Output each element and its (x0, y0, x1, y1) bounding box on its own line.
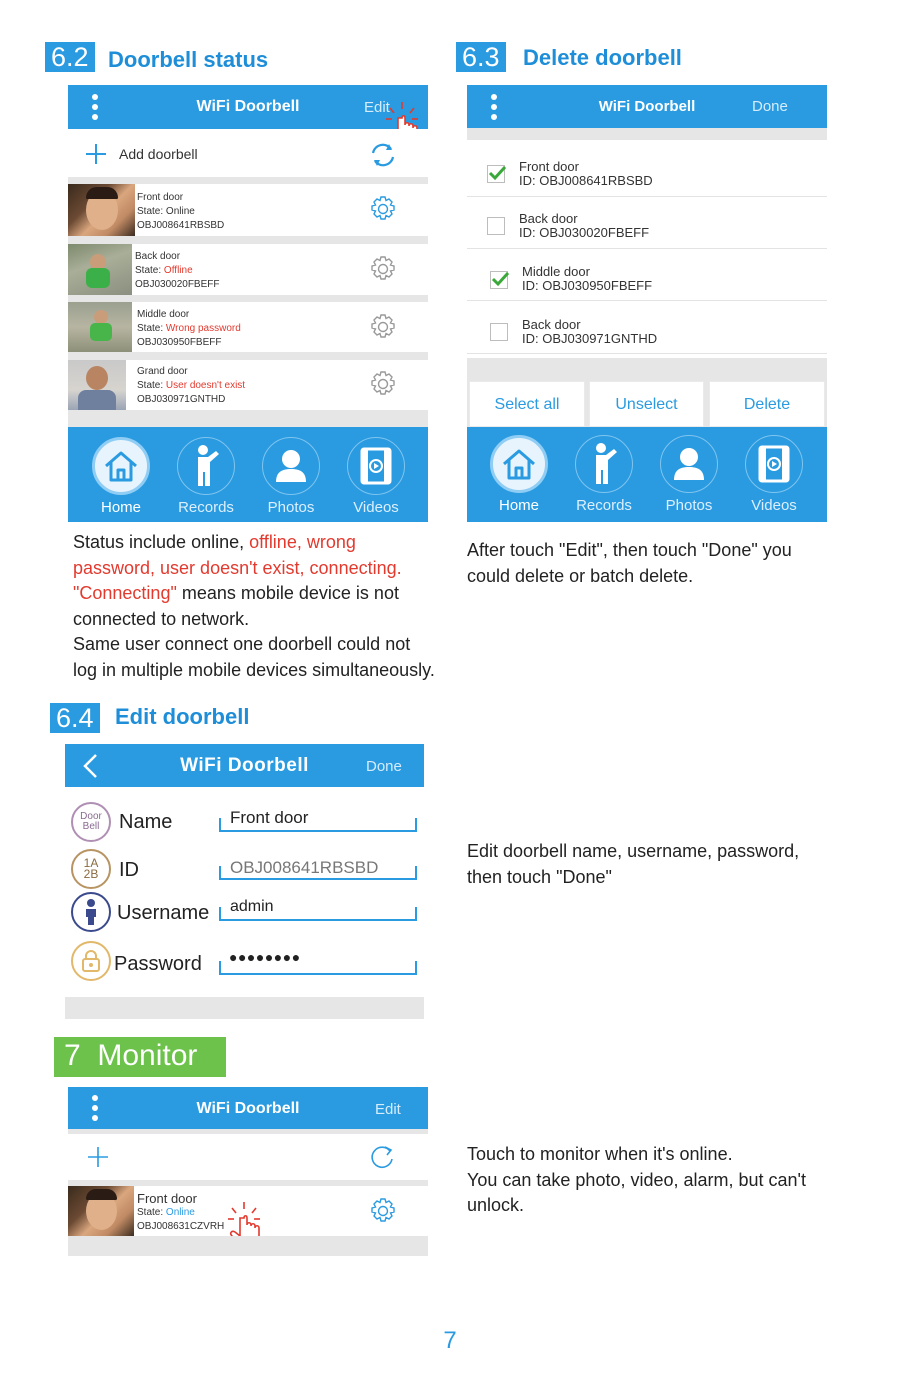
nav-records[interactable] (564, 435, 644, 514)
checkbox[interactable] (487, 217, 505, 235)
id-icon: 1A 2B (71, 849, 111, 889)
edit-button[interactable]: Edit (375, 1101, 401, 1118)
status-badge: User doesn't exist (165, 380, 246, 391)
nav-label-photos: Photos (665, 497, 713, 514)
item-name: Middle door (522, 264, 590, 279)
edit-button[interactable]: Edit (364, 99, 390, 116)
add-doorbell-row[interactable] (68, 129, 428, 177)
plus-icon[interactable] (86, 1145, 110, 1169)
nav-label-records: Records (576, 497, 632, 514)
gear-icon[interactable] (369, 195, 397, 223)
records-icon (189, 444, 223, 488)
app-header-6-4 (65, 744, 424, 787)
text-line: unlock. (467, 1195, 525, 1215)
nav-label-home: Home (498, 497, 539, 514)
item-name: Front door (519, 159, 579, 174)
nav-home[interactable] (479, 435, 559, 514)
nav-videos[interactable] (734, 435, 814, 514)
password-label: Password (114, 953, 202, 975)
videos-icon (757, 445, 791, 483)
state-label: State: (137, 1207, 164, 1218)
lock-icon (71, 941, 111, 981)
app-title: WiFi Doorbell (598, 98, 696, 115)
delete-button[interactable]: Delete (709, 381, 825, 427)
state-label: State: (137, 380, 164, 391)
nav-photos[interactable] (251, 437, 331, 516)
text-span: Same user connect one doorbell could not (73, 634, 411, 654)
section-number-6-4: 6.4 (50, 703, 100, 733)
app-title: WiFi Doorbell (180, 755, 309, 776)
app-title: WiFi Doorbell (196, 1100, 300, 1117)
device-id: OBJ008641RBSBD (137, 220, 225, 231)
text-span: means mobile device is not (176, 583, 399, 603)
section-title-monitor: Monitor (97, 1039, 198, 1072)
list-item[interactable] (467, 258, 827, 302)
nav-label-home: Home (100, 499, 141, 516)
text-line: then touch "Done" (467, 866, 612, 887)
refresh-icon[interactable] (368, 141, 398, 169)
name-value: Front door (230, 808, 309, 827)
section-title-doorbell-status: Doorbell status (108, 47, 269, 72)
photos-icon (274, 448, 308, 484)
list-item[interactable] (467, 152, 827, 196)
videos-icon (359, 447, 393, 485)
username-label: Username (117, 902, 210, 924)
gear-icon[interactable] (369, 255, 397, 283)
nav-label-videos: Videos (751, 497, 797, 514)
refresh-icon[interactable] (370, 1143, 396, 1171)
device-row-middle-door[interactable] (68, 302, 428, 352)
done-button[interactable]: Done (366, 758, 402, 775)
plus-icon[interactable] (84, 142, 108, 166)
nav-records[interactable] (166, 437, 246, 516)
device-name: Middle door (137, 309, 190, 320)
state-label: State: (137, 206, 164, 217)
device-name: Front door (137, 192, 184, 203)
monitor-toolbar (68, 1134, 428, 1180)
gear-icon[interactable] (369, 1197, 397, 1225)
section-number-6-2: 6.2 (45, 42, 95, 72)
avatar (68, 360, 126, 410)
text-span-red: offline, wrong (249, 532, 356, 552)
gear-icon[interactable] (369, 370, 397, 398)
nav-label-records: Records (178, 499, 234, 516)
select-all-button[interactable]: Select all (469, 381, 585, 427)
device-row-back-door[interactable] (68, 244, 428, 295)
section-title-delete-doorbell: Delete doorbell (523, 45, 682, 70)
device-id: OBJ030971GNTHD (137, 394, 226, 405)
state-label: State: (137, 323, 164, 334)
text-line: You can take photo, video, alarm, but can't (467, 1169, 806, 1190)
status-description (73, 530, 468, 683)
section-header-monitor (54, 1037, 226, 1077)
status-badge: Online (165, 206, 195, 217)
text-span: connected to network. (73, 608, 250, 629)
unselect-button[interactable]: Unselect (589, 381, 704, 427)
person-icon (71, 892, 111, 932)
text-span-red: "Connecting" (73, 583, 177, 603)
item-name: Back door (522, 317, 581, 332)
doorbell-icon: Door Bell (71, 802, 111, 842)
device-name: Front door (137, 1191, 197, 1206)
checkmark-icon (487, 163, 507, 183)
text-span-red: password, user doesn't exist, connecting. (73, 557, 402, 578)
home-icon (101, 448, 141, 484)
text-line: Touch to monitor when it's online. (467, 1144, 733, 1164)
app-title: WiFi Doorbell (196, 98, 300, 115)
page-number: 7 (443, 1327, 457, 1354)
checkmark-icon (490, 269, 510, 289)
nav-label-photos: Photos (267, 499, 315, 516)
avatar (68, 1186, 134, 1236)
device-row-front-door[interactable] (68, 184, 428, 236)
name-label: Name (119, 811, 173, 833)
app-header-7 (68, 1087, 428, 1129)
bottom-nav-6-2 (68, 427, 428, 522)
avatar (68, 244, 132, 295)
home-icon (499, 446, 539, 482)
text-span: Status include online, (73, 532, 250, 552)
app-header-6-2 (68, 85, 428, 129)
id-value: OBJ008641RBSBD (230, 858, 379, 877)
status-badge: Online (165, 1207, 195, 1218)
bottom-nav-6-3 (467, 427, 827, 522)
nav-label-videos: Videos (353, 499, 399, 516)
device-id: OBJ030950FBEFF (137, 337, 222, 348)
state-label: State: (135, 265, 162, 276)
device-name: Grand door (137, 366, 188, 377)
edit-description (467, 839, 867, 890)
list-item[interactable] (467, 310, 827, 354)
app-header-6-3 (467, 85, 827, 128)
add-doorbell-label: Add doorbell (119, 146, 198, 162)
checkbox[interactable] (490, 323, 508, 341)
delete-description (467, 538, 867, 589)
avatar (68, 184, 135, 236)
device-id: OBJ008631CZVRH (137, 1221, 225, 1232)
text-span: log in multiple mobile devices simultaneously. (73, 659, 435, 680)
monitor-description (467, 1142, 867, 1219)
device-row-grand-door[interactable] (68, 360, 428, 410)
gear-icon[interactable] (369, 313, 397, 341)
device-id: OBJ030020FBEFF (135, 279, 220, 290)
item-name: Back door (519, 211, 578, 226)
username-value: admin (230, 898, 274, 915)
photos-icon (672, 446, 706, 482)
text-line: could delete or batch delete. (467, 565, 694, 586)
nav-photos[interactable] (649, 435, 729, 514)
section-title-edit-doorbell: Edit doorbell (115, 704, 250, 729)
device-name: Back door (135, 251, 181, 262)
nav-videos[interactable] (336, 437, 416, 516)
records-icon (587, 442, 621, 486)
item-id: ID: OBJ030020FBEFF (519, 225, 650, 240)
password-value: ●●●●●●●● (229, 949, 301, 965)
item-id: ID: OBJ030971GNTHD (522, 331, 658, 346)
item-id: ID: OBJ030950FBEFF (522, 278, 653, 293)
status-badge: Wrong password (165, 323, 241, 334)
nav-home[interactable] (81, 437, 161, 516)
avatar (68, 302, 132, 352)
done-button[interactable]: Done (752, 98, 788, 115)
text-line: After touch "Edit", then touch "Done" you (467, 540, 792, 560)
item-id: ID: OBJ008641RBSBD (519, 173, 653, 188)
id-label: ID (119, 859, 139, 881)
section-number-6-3: 6.3 (456, 42, 506, 72)
section-number-7: 7 (64, 1039, 81, 1072)
text-line: Edit doorbell name, username, password, (467, 841, 800, 861)
status-badge: Offline (163, 265, 193, 276)
list-item[interactable] (467, 204, 827, 248)
